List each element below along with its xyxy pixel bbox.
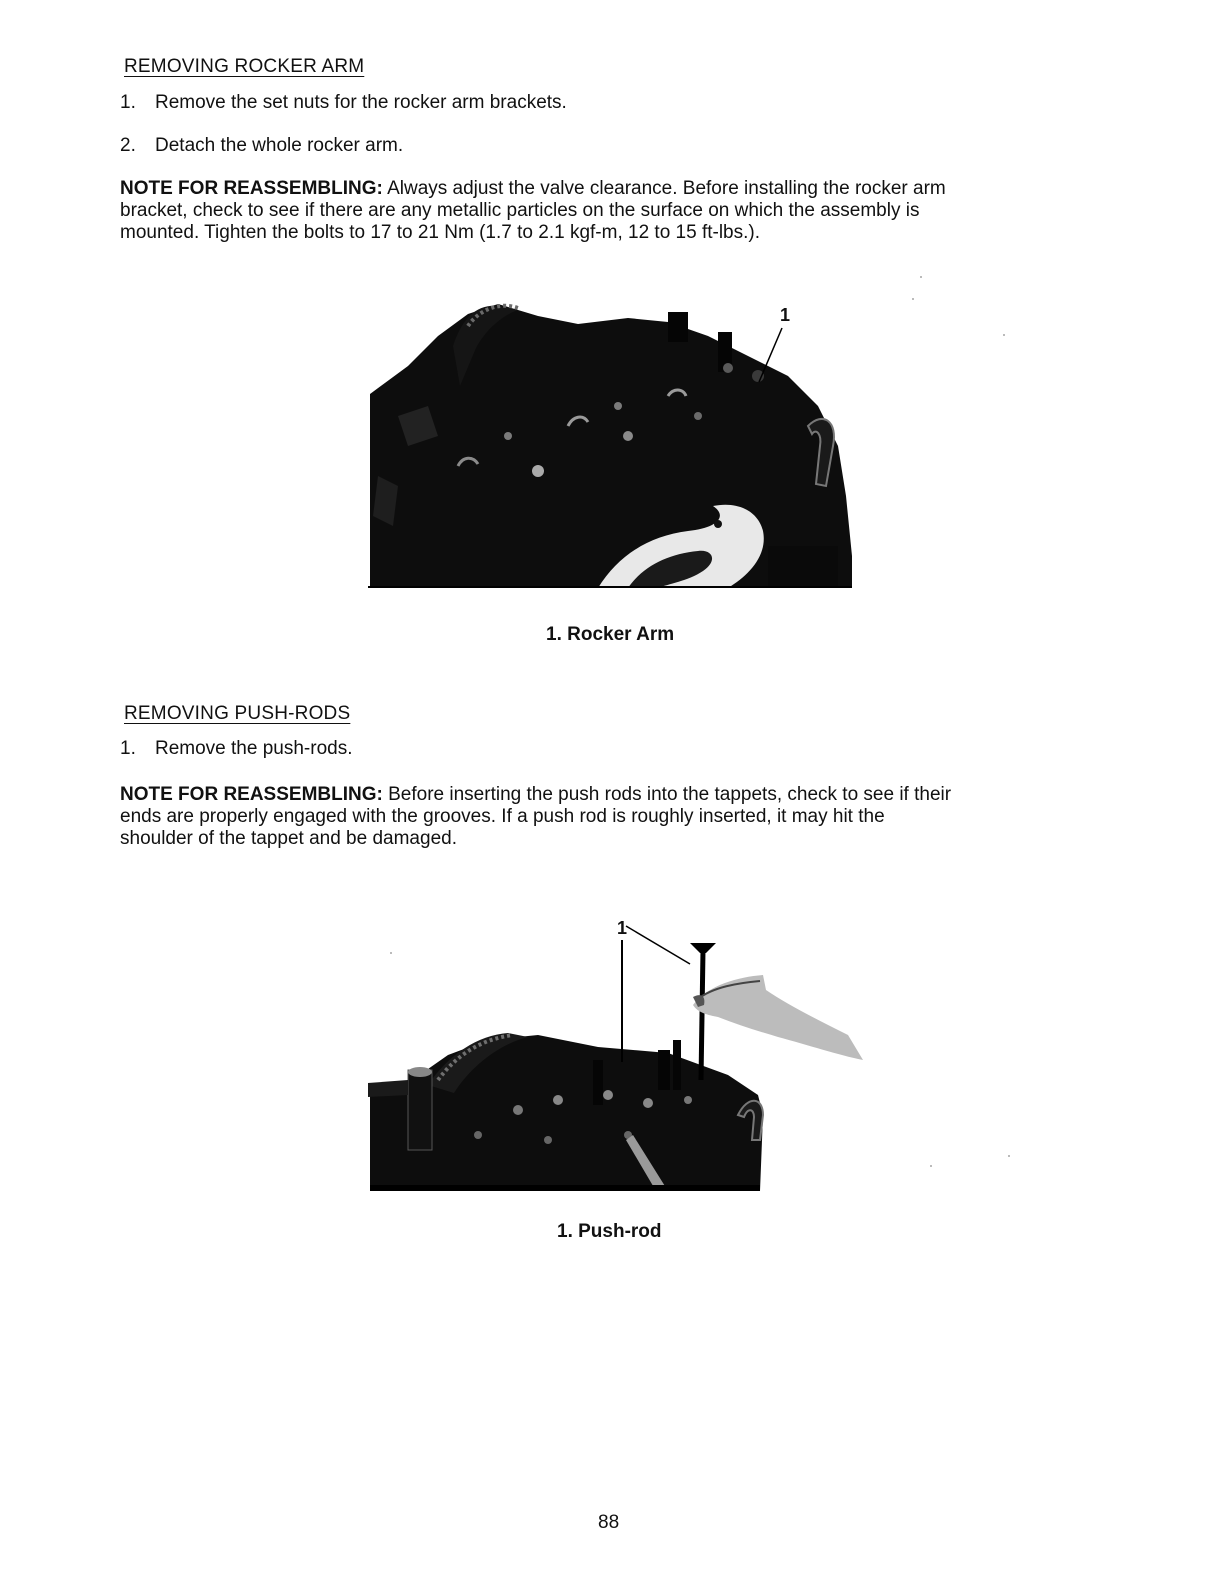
- note-line: mounted. Tighten the bolts to 17 to 21 Nm (1.7 to 2.1 kgf-m, 12 to 15 ft-lbs.).: [120, 222, 761, 243]
- note-line: bracket, check to see if there are any metallic particles on the surface on which the assembly is: [120, 200, 920, 221]
- scan-speck: [920, 276, 922, 278]
- scan-speck: [1008, 1155, 1010, 1157]
- figure-callout-number: 1: [780, 305, 791, 325]
- note-line: ends are properly engaged with the grooves. If a push rod is roughly inserted, it may hit the: [120, 806, 885, 827]
- step-number: 1.: [120, 92, 136, 113]
- scan-speck: [390, 952, 392, 954]
- callout-leader-line: [618, 922, 698, 1072]
- note-label: NOTE FOR REASSEMBLING:: [120, 178, 383, 199]
- step-text: Remove the set nuts for the rocker arm brackets.: [155, 92, 567, 113]
- figure-callout-number: 1: [617, 918, 628, 938]
- note-line: shoulder of the tappet and be damaged.: [120, 828, 457, 849]
- callout-leader-line: [755, 326, 785, 386]
- note-label: NOTE FOR REASSEMBLING:: [120, 784, 383, 805]
- note-line: Before inserting the push rods into the tappets, check to see if their: [388, 784, 952, 805]
- note-line: Always adjust the valve clearance. Before installing the rocker arm: [387, 178, 946, 199]
- scan-speck: [930, 1165, 932, 1167]
- step-text: Remove the push-rods.: [155, 738, 353, 759]
- step-text: Detach the whole rocker arm.: [155, 135, 404, 156]
- page-number: 88: [598, 1512, 620, 1533]
- section-heading-push-rods: REMOVING PUSH-RODS: [124, 703, 351, 724]
- step-number: 1.: [120, 738, 136, 759]
- figure-caption-push-rod: 1. Push-rod: [557, 1221, 662, 1242]
- step-number: 2.: [120, 135, 136, 156]
- reassembly-note: [120, 784, 1020, 850]
- scan-speck: [912, 298, 914, 300]
- step-item: [120, 738, 353, 760]
- scan-speck: [1003, 334, 1005, 336]
- section-heading-rocker-arm: REMOVING ROCKER ARM: [124, 56, 365, 77]
- reassembly-note: [120, 178, 1020, 244]
- step-item: [120, 92, 567, 114]
- figure-caption-rocker-arm: 1. Rocker Arm: [546, 624, 675, 645]
- step-item: [120, 135, 403, 157]
